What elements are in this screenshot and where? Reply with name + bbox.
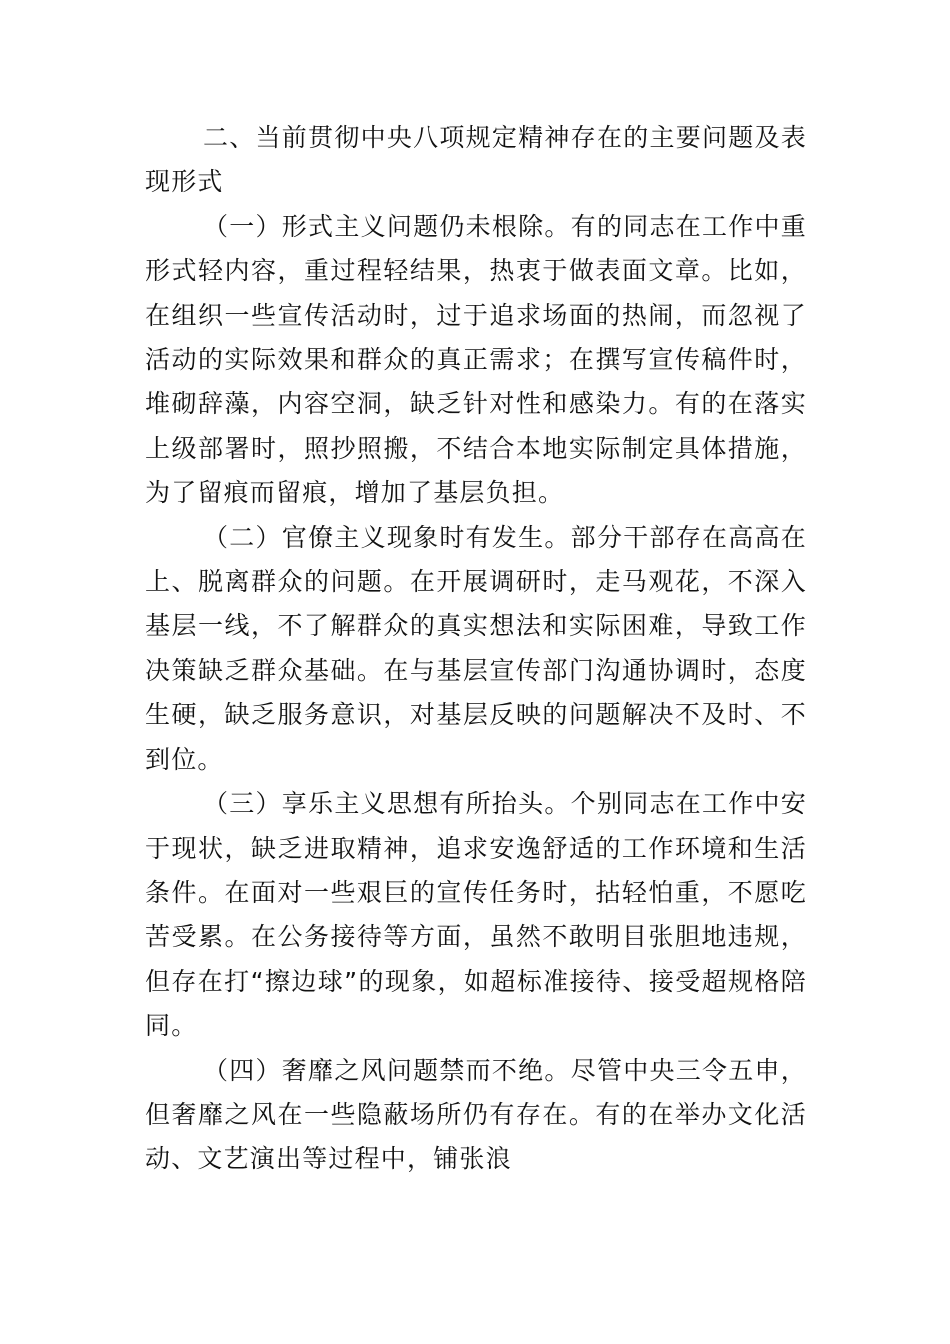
paragraph-bureaucratism: （二）官僚主义现象时有发生。部分干部存在高高在上、脱离群众的问题。在开展调研时，走马观花，不深入基层一线，不了解群众的真实想法和实际困难，导致工作决策缺乏群众基础。在与基层宣传部门沟通协调时，态度生硬，缺乏服务意识，对基层反映的问题解决不及时、不到位。 <box>145 522 807 774</box>
document-body <box>145 116 807 1182</box>
section-heading: 二、当前贯彻中央八项规定精神存在的主要问题及表现形式 <box>145 123 807 197</box>
paragraph-hedonism: （三）享乐主义思想有所抬头。个别同志在工作中安于现状，缺乏进取精神，追求安逸舒适的工作环境和生活条件。在面对一些艰巨的宣传任务时，拈轻怕重，不愿吃苦受累。在公务接待等方面，虽然不敢明目张胆地违规，但存在打“擦边球”的现象，如超标准接待、接受超规格陪同。 <box>145 789 807 1041</box>
paragraph-extravagance: （四）奢靡之风问题禁而不绝。尽管中央三令五申，但奢靡之风在一些隐蔽场所仍有存在。有的在举办文化活动、文艺演出等过程中，铺张浪 <box>145 1055 807 1174</box>
paragraph-formalism: （一）形式主义问题仍未根除。有的同志在工作中重形式轻内容，重过程轻结果，热衷于做表面文章。比如，在组织一些宣传活动时，过于追求场面的热闹，而忽视了活动的实际效果和群众的真正需求；在撰写宣传稿件时，堆砌辞藻，内容空洞，缺乏针对性和感染力。有的在落实上级部署时，照抄照搬，不结合本地实际制定具体措施，为了留痕而留痕，增加了基层负担。 <box>145 211 807 508</box>
